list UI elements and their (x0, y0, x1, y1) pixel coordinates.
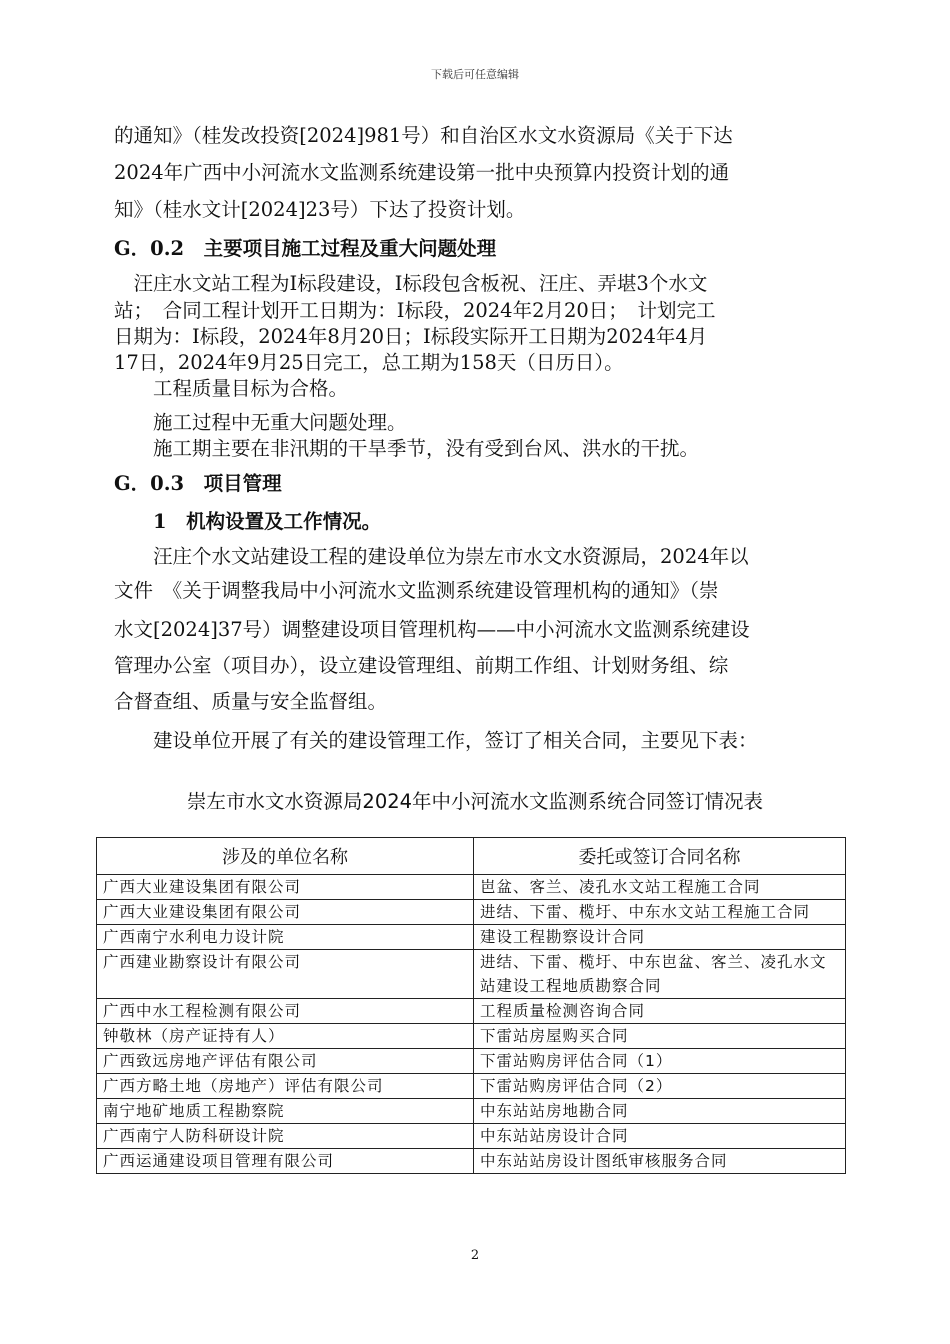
cell-unit: 广西方略土地（房地产）评估有限公司 (97, 1074, 474, 1099)
para3-line: 汪庄个水文站建设工程的建设单位为崇左市水文水资源局，2024年以 (114, 545, 749, 568)
para3-line: 水文[2024]37号）调整建设项目管理机构——中小河流水文监测系统建设 (114, 618, 750, 641)
no-major-issues: 施工过程中无重大问题处理。 (114, 411, 407, 434)
cell-unit: 广西运通建设项目管理有限公司 (97, 1149, 474, 1174)
table-row (97, 925, 846, 950)
table-title: 崇左市水文水资源局2024年中小河流水文监测系统合同签订情况表 (186, 790, 764, 813)
para3-line: 管理办公室（项目办），设立建设管理组、前期工作组、计划财务组、综 (114, 654, 729, 677)
cell-contract: 中东站站房地勘合同 (474, 1099, 846, 1124)
cell-unit: 广西大业建设集团有限公司 (97, 900, 474, 925)
cell-contract: 中东站站房设计合同 (474, 1124, 846, 1149)
cell-contract: 进结、下雷、榄圩、中东水文站工程施工合同 (474, 900, 846, 925)
cell-unit: 广西建业勘察设计有限公司 (97, 950, 474, 999)
subsection-1-title: 1 机构设置及工作情况。 (114, 510, 382, 533)
table-header-row (97, 838, 846, 875)
contracts-intro: 建设单位开展了有关的建设管理工作，签订了相关合同，主要见下表： (114, 729, 758, 752)
page-number: 2 (470, 1248, 480, 1263)
table-row (97, 1049, 846, 1074)
cell-unit: 南宁地矿地质工程勘察院 (97, 1099, 474, 1124)
table-row (97, 950, 846, 999)
table-row (97, 875, 846, 900)
para2-line: 日期为：Ⅰ标段，2024年8月20日；Ⅰ标段实际开工日期为2024年4月 (114, 325, 708, 348)
para1-line: 知》（桂水文计[2024]23号）下达了投资计划。 (114, 198, 526, 221)
para3-line: 文件 《关于调整我局中小河流水文监测系统建设管理机构的通知》（崇 (114, 579, 719, 602)
table-row (97, 1074, 846, 1099)
cell-unit: 广西南宁水利电力设计院 (97, 925, 474, 950)
table-row (97, 900, 846, 925)
cell-contract: 中东站站房设计图纸审核服务合同 (474, 1149, 846, 1174)
table-row (97, 1099, 846, 1124)
table-row (97, 1149, 846, 1174)
para1-line: 2024年广西中小河流水文监测系统建设第一批中央预算内投资计划的通 (114, 161, 730, 184)
construction-season: 施工期主要在非汛期的干旱季节，没有受到台风、洪水的干扰。 (114, 437, 700, 460)
cell-contract: 进结、下雷、榄圩、中东岜盆、客兰、凌孔水文站建设工程地质勘察合同 (474, 950, 846, 999)
cell-unit: 广西致远房地产评估有限公司 (97, 1049, 474, 1074)
cell-unit: 钟敬林（房产证持有人） (97, 1024, 474, 1049)
contracts-table (96, 837, 846, 1174)
para1-line: 的通知》（桂发改投资[2024]981号）和自治区水文水资源局《关于下达 (114, 124, 733, 147)
cell-contract: 下雷站购房评估合同（2） (474, 1074, 846, 1099)
cell-contract: 下雷站购房评估合同（1） (474, 1049, 846, 1074)
para2-line: 17日，2024年9月25日完工，总工期为158天（日历日）。 (114, 351, 624, 374)
cell-contract: 建设工程勘察设计合同 (474, 925, 846, 950)
cell-unit: 广西中水工程检测有限公司 (97, 999, 474, 1024)
cell-contract: 下雷站房屋购买合同 (474, 1024, 846, 1049)
table-row (97, 1124, 846, 1149)
quality-goal: 工程质量目标为合格。 (114, 377, 349, 400)
table-row (97, 1024, 846, 1049)
para3-line: 合督查组、质量与安全监督组。 (114, 690, 388, 713)
section-g02-title: G．0.2 主要项目施工过程及重大问题处理 (114, 237, 497, 260)
column-header-unit: 涉及的单位名称 (97, 838, 474, 875)
column-header-contract: 委托或签订合同名称 (474, 838, 846, 875)
cell-unit: 广西南宁人防科研设计院 (97, 1124, 474, 1149)
cell-contract: 工程质量检测咨询合同 (474, 999, 846, 1024)
cell-contract: 岜盆、客兰、凌孔水文站工程施工合同 (474, 875, 846, 900)
download-note: 下载后可任意编辑 (431, 68, 519, 81)
para2-line: 汪庄水文站工程为Ⅰ标段建设，Ⅰ标段包含板祝、汪庄、弄堪3个水文 (114, 272, 708, 295)
cell-unit: 广西大业建设集团有限公司 (97, 875, 474, 900)
para2-line: 站； 合同工程计划开工日期为：Ⅰ标段，2024年2月20日； 计划完工 (114, 299, 716, 322)
table-row (97, 999, 846, 1024)
section-g03-title: G．0.3 项目管理 (114, 472, 282, 495)
